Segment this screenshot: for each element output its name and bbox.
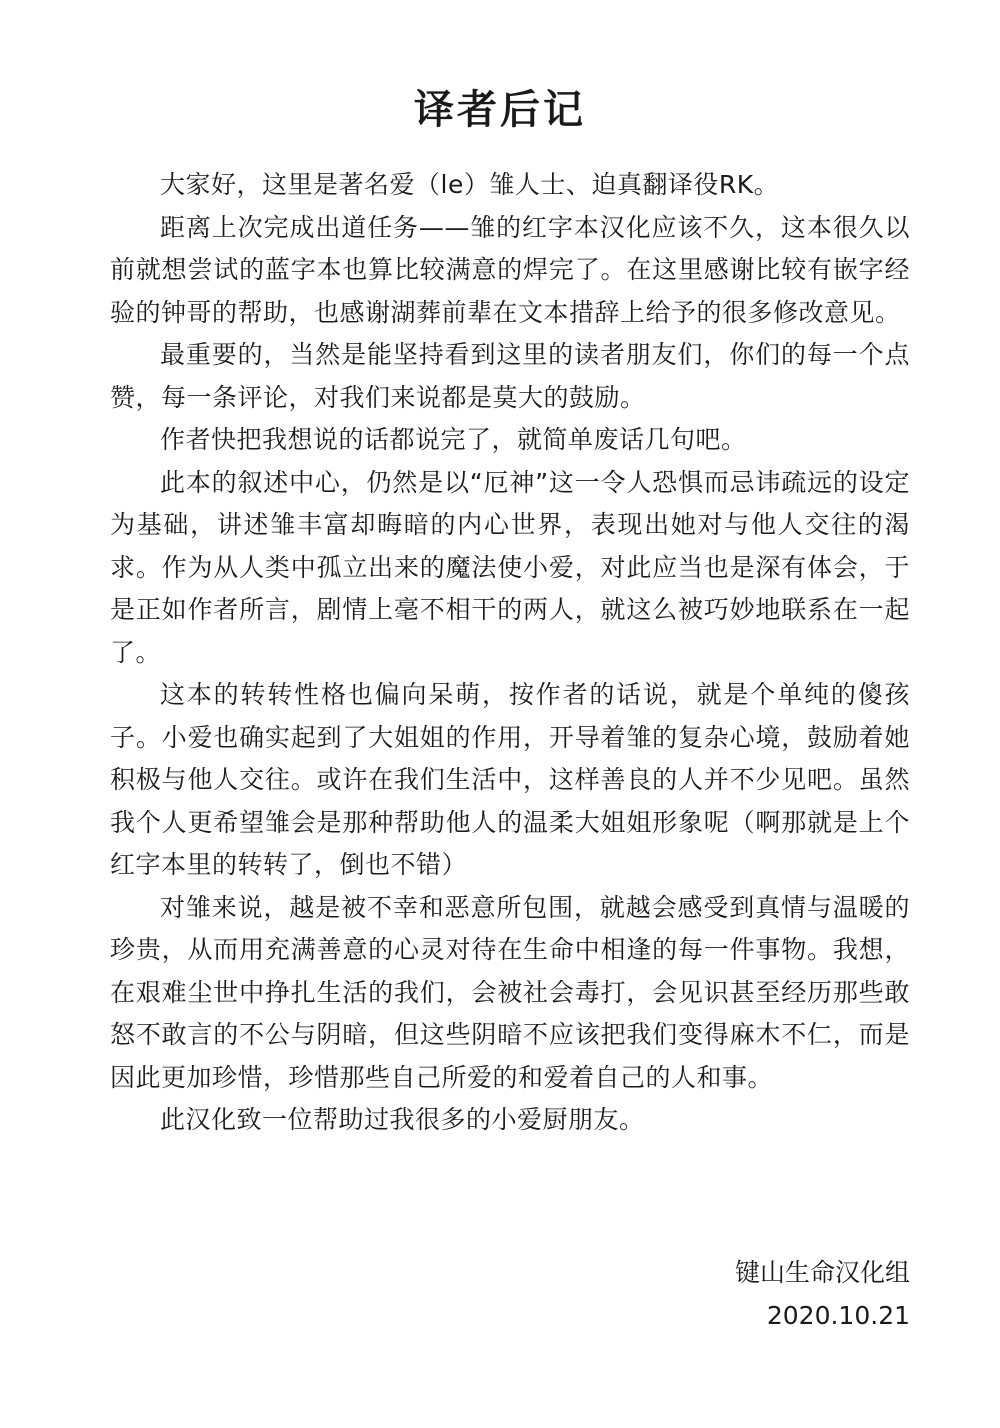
paragraph-brief: 作者快把我想说的话都说完了，就简单废话几句吧。	[160, 425, 747, 454]
paragraph-greeting: 大家好，这里是著名爱（le）雏人士、迫真翻译役RK。	[160, 170, 780, 199]
paragraph-dedication: 此汉化致一位帮助过我很多的小爱厨朋友。	[160, 1105, 645, 1134]
signature-date: 2020.10.21	[766, 1300, 910, 1330]
afterword-body	[110, 164, 910, 1142]
paragraph-character: 这本的转转性格也偏向呆萌，按作者的话说，就是个单纯的傻孩子。小爱也确实起到了大姐姐的作用，开导着雏的复杂心境，鼓励着她积极与他人交往。或许在我们生活中，这样善良的人并不少见吧。虽然我个人更希望雏会是那种帮助他人的温柔大姐姐形象呢（啊那就是上个红字本里的转转了，倒也不错）	[110, 680, 910, 879]
translation-group-name: 键山生命汉化组	[734, 1258, 910, 1287]
page-title: 译者后记	[414, 87, 586, 133]
paragraph-reflection: 对雏来说，越是被不幸和恶意所包围，就越会感受到真情与温暖的珍贵，从而用充满善意的心灵对待在生命中相逢的每一件事物。我想，在艰难尘世中挣扎生活的我们，会被社会毒打，会见识甚至经历那些敢怒不敢言的不公与阴暗，但这些阴暗不应该把我们变得麻木不仁，而是因此更加珍惜，珍惜那些自己所爱的和爱着自己的人和事。	[110, 892, 910, 1092]
paragraph-narrative: 此本的叙述中心，仍然是以“厄神”这一令人恐惧而忌讳疏远的设定为基础，讲述雏丰富却晦暗的内心世界，表现出她对与他人交往的渴求。作为从人类中孤立出来的魔法使小爱，对此应当也是深有体会，于是正如作者所言，剧情上毫不相干的两人，就这么被巧妙地联系在一起了。	[110, 467, 910, 667]
signature-block	[735, 1252, 910, 1337]
paragraph-thanks: 距离上次完成出道任务——雏的红字本汉化应该不久，这本很久以前就想尝试的蓝字本也算比较满意的焊完了。在这里感谢比较有嵌字经验的钟哥的帮助，也感谢湖葬前辈在文本措辞上给予的很多修改意见。	[110, 212, 910, 327]
paragraph-readers: 最重要的，当然是能坚持看到这里的读者朋友们，你们的每一个点赞，每一条评论，对我们来说都是莫大的鼓励。	[110, 340, 910, 412]
